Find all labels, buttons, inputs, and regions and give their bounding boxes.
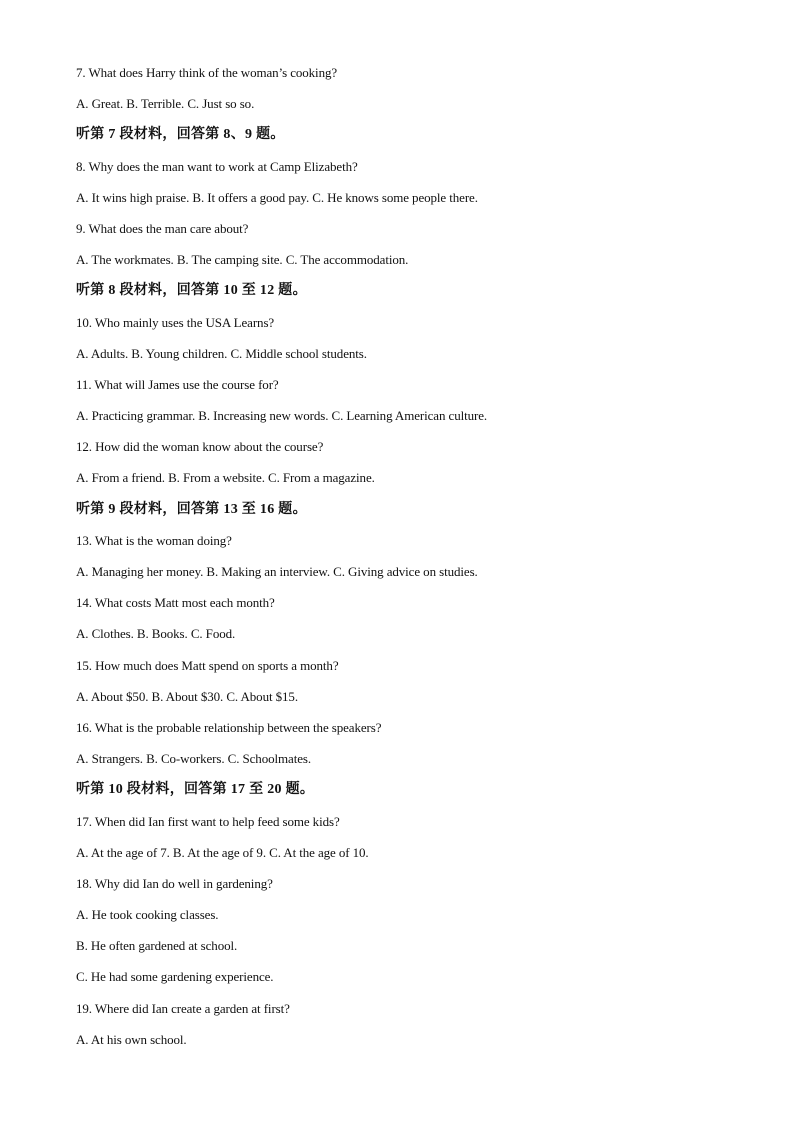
question-19: 19. Where did Ian create a garden at first?: [76, 1000, 290, 1016]
options-16: A. Strangers. B. Co-workers. C. Schoolmates.: [76, 751, 311, 767]
options-10: A. Adults. B. Young children. C. Middle school students.: [76, 345, 367, 361]
question-15: 15. How much does Matt spend on sports a month?: [76, 657, 339, 673]
question-8: 8. Why does the man want to work at Camp Elizabeth?: [76, 158, 358, 174]
options-17: A. At the age of 7. B. At the age of 9. C. At the age of 10.: [76, 844, 369, 860]
options-11: A. Practicing grammar. B. Increasing new words. C. Learning American culture.: [76, 408, 488, 424]
options-9: A. The workmates. B. The camping site. C. The accommodation.: [76, 252, 409, 268]
document-page: [76, 62, 756, 1060]
options-8: A. It wins high praise. B. It offers a good pay. C. He knows some people there.: [76, 189, 478, 205]
options-13: A. Managing her money. B. Making an interview. C. Giving advice on studies.: [76, 564, 478, 579]
option-18-c: C. He had some gardening experience.: [76, 969, 274, 985]
section-heading-9: 听第 9 段材料，回答第 13 至 16 题。: [76, 501, 307, 517]
options-14: A. Clothes. B. Books. C. Food.: [76, 626, 236, 642]
option-19-a: A. At his own school.: [76, 1031, 187, 1047]
question-17: 17. When did Ian first want to help feed some kids?: [76, 813, 340, 829]
options-15: A. About $50. B. About $30. C. About $15.: [76, 688, 298, 704]
question-10: 10. Who mainly uses the USA Learns?: [76, 314, 275, 330]
options-12: A. From a friend. B. From a website. C. From a magazine.: [76, 470, 375, 486]
section-heading-8: 听第 8 段材料，回答第 10 至 12 题。: [76, 283, 307, 299]
section-heading-10: 听第 10 段材料，回答第 17 至 20 题。: [76, 782, 315, 798]
question-12: 12. How did the woman know about the course?: [76, 439, 324, 455]
question-7: 7. What does Harry think of the woman’s cooking?: [76, 65, 338, 80]
question-9: 9. What does the man care about?: [76, 220, 249, 236]
section-heading-7: 听第 7 段材料，回答第 8、9 题。: [76, 127, 285, 143]
options-7: A. Great. B. Terrible. C. Just so so.: [76, 96, 255, 112]
option-18-a: A. He took cooking classes.: [76, 907, 219, 923]
question-16: 16. What is the probable relationship between the speakers?: [76, 719, 382, 735]
question-18: 18. Why did Ian do well in gardening?: [76, 875, 273, 891]
question-11: 11. What will James use the course for?: [76, 376, 279, 392]
option-18-b: B. He often gardened at school.: [76, 938, 238, 954]
question-13: 13. What is the woman doing?: [76, 532, 232, 548]
question-14: 14. What costs Matt most each month?: [76, 595, 275, 611]
